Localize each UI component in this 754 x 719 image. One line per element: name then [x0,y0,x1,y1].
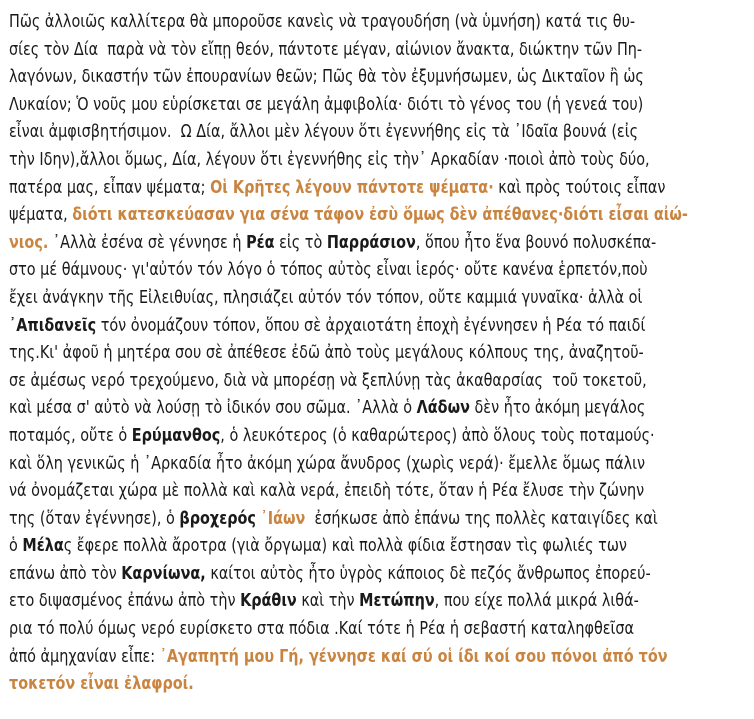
highlighted-phrase: ᾽Ιάων [260,507,306,529]
text-line [9,643,754,671]
text-line [9,615,754,643]
body-text: πατέρα μας, εἶπαν ψέματα; [9,176,211,198]
text-line [9,91,754,119]
body-text: τόν ὀνομάζουν τόπον, ὅπου σὲ ἀρχαιοτάτη ἐποχὴ ἐγέννησεν ἡ Ρέα τό παιδί [96,314,646,336]
proper-name: Ερύμανθος [131,424,221,446]
text-paragraph [9,8,754,698]
body-text: ρια τό πολύ όμως νερό ευρίσκετο στα πόδια .Καί τότε ἡ Ρέα ἡ σεβαστή καταληφθεῖσα [9,618,635,640]
body-text: νά ὀνομάζεται χώρα μὲ πολλὰ καὶ καλὰ νερά, ἐπειδὴ τότε, ὅταν ἡ Ρέα ἔλυσε τὴν ζώνην [9,480,645,502]
body-text: Λυκαίον; Ὁ νοῦς μου εὑρίσκεται σε μεγάλη ἀμφιβολία· διότι τὸ γένος του (ἡ γενεά του) [9,93,644,115]
body-text: δὲν ἦτο ἀκόμη μεγάλος [469,397,646,419]
text-line [9,670,754,698]
highlighted-phrase: ᾽Αγαπητή μου Γή, γέννησε καί σύ οἱ ίδι κοί σου πόνοι ἀπό τόν [159,645,668,667]
body-text: Πῶς ἀλλοιῶς καλλίτερα θὰ μποροῦσε κανεὶς νὰ τραγουδήση (νὰ ὑμνήση) κατά τις θυ- [9,11,636,32]
text-line [9,146,754,174]
text-line [9,229,754,257]
body-text: , ὅπου ἦτο ἕνα βουνό πολυσκέπα- [415,231,657,253]
body-text: της.Κι' ἀφοῦ ἡ μητέρα σου σὲ ἀπέθεσε ἐδῶ ἀπὸ τοὺς μεγάλους κόλπους της, ἀναζητοῦ- [9,342,644,364]
text-line [9,394,754,422]
text-line [9,560,754,588]
proper-name: ᾽Απιδανεῖς [9,314,97,336]
body-text: ς ἔφερε πολλὰ ἄροτρα (γιὰ ὄργωμα) καὶ πολλὰ φίδια ἔστησαν τὶς φωλιές των [63,535,627,557]
highlighted-phrase: Οἱ Κρῆτες λέγουν πάντοτε ψέματα· [210,176,494,198]
body-text: σε ἀμέσως νερό τρεχούμενο, διὰ νὰ μπορέσῃ νὰ ξεπλύνῃ τὰς ἀκαθαρσίας τοῦ τοκετοῦ, [9,369,647,391]
text-line [9,367,754,395]
text-line [9,118,754,146]
text-line [9,422,754,450]
proper-name: Καρνίωνα, [121,562,206,584]
text-line [9,63,754,91]
body-text: εἶναι ἀμφισβητήσιμον. Ω Δία, ἄλλοι μὲν λέγουν ὅτι ἐγεννήθης εἰς τὰ ᾽Ιδαῖα βουνά (εἰς [9,121,639,143]
proper-name: Ρέα [246,231,275,253]
proper-name: βροχερός [179,507,256,529]
body-text: επάνω ἀπὸ τὸν [9,562,122,584]
body-text: , ὁ λευκότερος (ὁ καθαρώτερος) ἀπὸ ὅλους τοὺς ποταμούς· [220,424,655,446]
highlighted-phrase: διότι κατεσκεύασαν για σένα τάφον ἐσὺ ὅμως δὲν ἀπέθανες·διότι εἶσαι αἰώ- [72,204,688,226]
body-text: καὶ πρὸς τούτοις εἶπαν [493,176,666,198]
body-text: σίες τὸν Δία παρὰ νὰ τὸν εἴπῃ θεόν, πάντοτε μέγαν, αἰώνιον ἄνακτα, διώκτην τῶν Πη- [9,38,643,60]
text-line [9,532,754,560]
body-text: καίτοι αὐτὸς ἦτο ὑγρὸς κάποιος δὲ πεζός ἄνθρωπος ἐπορεύ- [205,562,651,584]
text-line [9,36,754,64]
body-text: , που είχε πολλά μικρά λιθά- [434,590,639,612]
body-text: ἔχει ἀνάγκην τῆς Εἰλειθυίας, πλησιάζει αὐτόν τόν τόπον, οὔτε καμμιά γυναῖκα· ἀλλὰ οἱ [9,286,643,308]
text-line [9,477,754,505]
body-text: στο μέ θάμνους· γι'αὐτόν τόν λόγο ὁ τόπος αὐτὸς εἶναι ἱερός· οὔτε κανένα ἑρπετόν,ποὺ [9,259,648,281]
body-text: καὶ ὅλη γενικῶς ἡ ᾽Αρκαδία ἦτο ἀκόμη χώρα ἄνυδρος (χωρὶς νερά)· ἔμελλε ὅμως πάλιν [9,452,646,474]
text-line [9,312,754,340]
highlighted-phrase: νιος. [9,231,49,253]
body-text: τὴν Ιδην),ἄλλοι ὅμως, Δία, λέγουν ὅτι ἐγεννήθης εἰς τὴν᾽ Αρκαδίαν ·ποιοὶ ἀπὸ τοὺς δύο, [9,148,650,170]
text-line [9,8,754,36]
body-text: ἀπό ἀμηχανίαν εἶπε: [9,645,160,667]
proper-name: Κράθιν [240,590,297,612]
body-text: ποταμός, οὔτε ὁ [9,424,132,446]
proper-name: Παρράσιον [326,231,416,253]
body-text: ὁ [9,535,23,557]
body-text: ψέματα, [9,204,73,226]
proper-name: Λάδων [416,397,470,419]
body-text: ᾽Αλλὰ ἐσένα σὲ γέννησε ἡ [48,231,247,253]
body-text: καὶ τὴν [296,590,360,612]
text-line [9,505,754,533]
body-text: της (ὅταν ἐγέννησε), ὁ [9,507,180,529]
highlighted-phrase: τοκετόν εἶναι ἐλαφροί. [9,673,194,695]
text-line [9,174,754,202]
body-text: ετο διψασμένος ἐπάνω ἀπὸ τὴν [9,590,241,612]
text-line [9,587,754,615]
text-line [9,284,754,312]
proper-name: Μέλα [22,535,64,557]
proper-name: Μετώπην [359,590,435,612]
text-line [9,339,754,367]
text-line [9,201,754,229]
body-text: ἐσήκωσε ἀπὸ ἐπάνω της πολλὲς καταιγίδες καὶ [305,507,658,529]
body-text: καὶ μέσα σ' αὐτὸ νὰ λούσῃ τὸ ἰδικόν σου σῶμα. ᾽Αλλὰ ὁ [9,397,417,419]
body-text: εἰς τὸ [274,231,327,253]
text-line [9,256,754,284]
body-text: λαγόνων, δικαστήν τῶν ἐπουρανίων θεῶν; Πῶς θὰ τὸν ἐξυμνήσωμεν, ὡς Δικταῖον ἢ ὡς [9,66,644,88]
text-line [9,450,754,478]
